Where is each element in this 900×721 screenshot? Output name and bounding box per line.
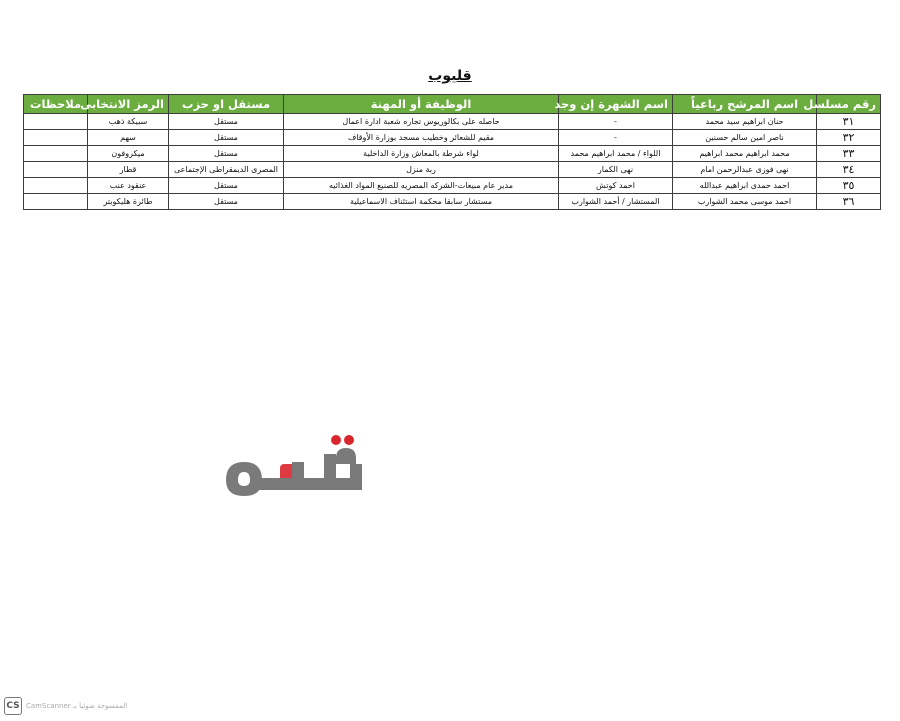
cell-serial: ٣١ — [817, 114, 881, 130]
cell-popular-name: اللواء / محمد ابراهيم محمد — [559, 146, 673, 162]
candidates-table — [23, 94, 881, 210]
cell-affiliation: مستقل — [169, 146, 284, 162]
cell-serial: ٣٦ — [817, 194, 881, 210]
cell-notes — [24, 194, 88, 210]
cell-notes — [24, 130, 88, 146]
header-electoral-symbol: الرمز الانتخابى — [88, 95, 169, 114]
cell-electoral-symbol: طائرة هليكوبتر — [88, 194, 169, 210]
cell-candidate-name: محمد ابراهيم محمد ابراهيم — [673, 146, 817, 162]
table-row — [24, 114, 881, 130]
cell-electoral-symbol: عنقود عنب — [88, 178, 169, 194]
cell-candidate-name: حنان ابراهيم سيد محمد — [673, 114, 817, 130]
camscanner-logo-icon: CS — [4, 697, 22, 715]
header-affiliation: مستقل او حزب — [169, 95, 284, 114]
header-popular-name: اسم الشهرة إن وجد — [559, 95, 673, 114]
cell-popular-name: احمد كوتش — [559, 178, 673, 194]
camscanner-label: CamScanner الممسوحة ضوئيا بـ — [26, 702, 128, 710]
header-notes: ملاحظات — [24, 95, 88, 114]
camscanner-footer — [4, 697, 127, 715]
cell-notes — [24, 162, 88, 178]
cell-candidate-name: ناصر امين سالم حسنين — [673, 130, 817, 146]
table-row — [24, 194, 881, 210]
vito-logo-watermark — [218, 430, 378, 510]
cell-occupation: لواء شرطة بالمعاش وزارة الداخلية — [284, 146, 559, 162]
cell-serial: ٣٥ — [817, 178, 881, 194]
header-serial: رقم مسلسل — [817, 95, 881, 114]
document-title: قليوب — [428, 68, 472, 84]
cell-electoral-symbol: سبيكة ذهب — [88, 114, 169, 130]
cell-affiliation: مستقل — [169, 130, 284, 146]
cell-affiliation: مستقل — [169, 194, 284, 210]
table-row — [24, 178, 881, 194]
cell-notes — [24, 114, 88, 130]
cell-popular-name: نهى الكمار — [559, 162, 673, 178]
cell-occupation: مقيم للشعائر وخطيب مسجد بوزارة الأوقاف — [284, 130, 559, 146]
cell-serial: ٣٣ — [817, 146, 881, 162]
cell-candidate-name: احمد موسى محمد الشوارب — [673, 194, 817, 210]
table-row — [24, 146, 881, 162]
cell-candidate-name: احمد حمدى ابراهيم عبدالله — [673, 178, 817, 194]
cell-affiliation: مستقل — [169, 178, 284, 194]
cell-notes — [24, 146, 88, 162]
cell-electoral-symbol: ميكروفون — [88, 146, 169, 162]
table-row — [24, 162, 881, 178]
cell-occupation: حاصله على بكالوريوس تجاره شعبة ادارة اعمال — [284, 114, 559, 130]
cell-occupation: مستشار سابقا محكمة استئناف الاسماعيلية — [284, 194, 559, 210]
cell-occupation: ربة منزل — [284, 162, 559, 178]
cell-serial: ٣٢ — [817, 130, 881, 146]
cell-popular-name: - — [559, 130, 673, 146]
table-row — [24, 130, 881, 146]
cell-occupation: مدير عام مبيعات-الشركه المصريه للصنيع المواد الغذائيه — [284, 178, 559, 194]
cell-candidate-name: نهى فوزى عبدالرحمن امام — [673, 162, 817, 178]
cell-popular-name: - — [559, 114, 673, 130]
cell-notes — [24, 178, 88, 194]
cell-electoral-symbol: سهم — [88, 130, 169, 146]
header-occupation: الوظيفة أو المهنة — [284, 95, 559, 114]
cell-electoral-symbol: قطار — [88, 162, 169, 178]
cell-affiliation: المصرى الديمقراطى الإجتماعى — [169, 162, 284, 178]
header-candidate-name: اسم المرشح رباعياً — [673, 95, 817, 114]
table-header-row — [24, 95, 881, 114]
cell-affiliation: مستقل — [169, 114, 284, 130]
cell-popular-name: المستشار / أحمد الشوارب — [559, 194, 673, 210]
cell-serial: ٣٤ — [817, 162, 881, 178]
